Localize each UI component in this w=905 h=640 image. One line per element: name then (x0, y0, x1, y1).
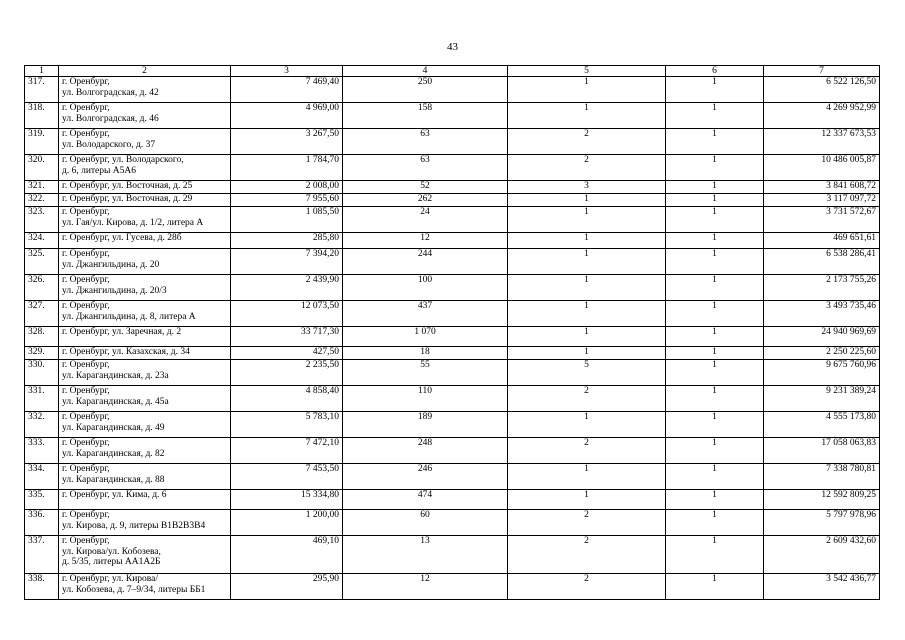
column-6-cell: 1 (666, 574, 764, 600)
area-cell: 2 235,50 (231, 360, 343, 386)
column-4-cell: 244 (343, 249, 508, 275)
address-line: г. Оренбург, (62, 77, 110, 87)
column-header: 3 (231, 66, 343, 77)
table-row (25, 249, 880, 275)
address-cell (59, 77, 231, 103)
column-4-cell: 12 (343, 233, 508, 249)
address-cell (59, 207, 231, 233)
table-row (25, 490, 880, 510)
row-number-cell: 332. (25, 412, 59, 438)
row-number-cell: 337. (25, 536, 59, 574)
address-line: ул. Джангильдина, д. 20/3 (62, 285, 167, 296)
table-row (25, 574, 880, 600)
column-5-cell: 2 (508, 155, 666, 181)
address-line: ул. Карагандинская, д. 49 (62, 422, 165, 433)
column-4-cell: 250 (343, 77, 508, 103)
cost-cell: 12 337 673,53 (764, 129, 880, 155)
column-header: 4 (343, 66, 508, 77)
cost-cell: 6 538 286,41 (764, 249, 880, 275)
area-cell: 285,80 (231, 233, 343, 249)
column-6-cell: 1 (666, 207, 764, 233)
table-row (25, 207, 880, 233)
address-cell (59, 490, 231, 510)
row-number-cell: 319. (25, 129, 59, 155)
row-number-cell: 324. (25, 233, 59, 249)
column-6-cell: 1 (666, 347, 764, 360)
table-row (25, 412, 880, 438)
registry-table (24, 65, 880, 600)
column-5-cell: 1 (508, 233, 666, 249)
row-number-cell: 330. (25, 360, 59, 386)
column-5-cell: 1 (508, 249, 666, 275)
column-4-cell: 246 (343, 464, 508, 490)
column-5-cell: 1 (508, 327, 666, 347)
column-5-cell: 1 (508, 347, 666, 360)
cost-cell: 2 250 225,60 (764, 347, 880, 360)
address-line: ул. Кирова/ул. Кобозева, (62, 546, 161, 557)
row-number-cell: 317. (25, 77, 59, 103)
area-cell: 7 469,40 (231, 77, 343, 103)
row-number-cell: 329. (25, 347, 59, 360)
address-line: г. Оренбург, ул. Восточная, д. 29 (62, 194, 193, 204)
cost-cell: 4 269 952,99 (764, 103, 880, 129)
column-6-cell: 1 (666, 155, 764, 181)
column-5-cell: 1 (508, 301, 666, 327)
row-number-cell: 335. (25, 490, 59, 510)
column-5-cell: 2 (508, 129, 666, 155)
row-number-cell: 318. (25, 103, 59, 129)
column-5-cell: 1 (508, 464, 666, 490)
column-4-cell: 13 (343, 536, 508, 574)
address-line: г. Оренбург, ул. Кима, д. 6 (62, 490, 167, 500)
column-4-cell: 474 (343, 490, 508, 510)
row-number-cell: 338. (25, 574, 59, 600)
column-4-cell: 437 (343, 301, 508, 327)
address-line: ул. Кирова, д. 9, литеры В1В2В3В4 (62, 520, 206, 531)
cost-cell: 9 675 760,96 (764, 360, 880, 386)
address-cell (59, 360, 231, 386)
address-line: ул. Джангильдина, д. 8, литера А (62, 311, 196, 322)
column-6-cell: 1 (666, 536, 764, 574)
column-6-cell: 1 (666, 438, 764, 464)
cost-cell: 3 117 097,72 (764, 194, 880, 207)
cost-cell: 24 940 969,69 (764, 327, 880, 347)
column-header: 7 (764, 66, 880, 77)
column-6-cell: 1 (666, 327, 764, 347)
address-line: г. Оренбург, (62, 412, 110, 422)
table-row (25, 438, 880, 464)
area-cell: 2 008,00 (231, 181, 343, 194)
column-5-cell: 1 (508, 275, 666, 301)
column-5-cell: 1 (508, 490, 666, 510)
row-number-cell: 326. (25, 275, 59, 301)
area-cell: 12 073,50 (231, 301, 343, 327)
area-cell: 5 783,10 (231, 412, 343, 438)
address-cell (59, 103, 231, 129)
row-number-cell: 325. (25, 249, 59, 275)
column-6-cell: 1 (666, 386, 764, 412)
address-line: г. Оренбург, ул. Володарского, (62, 155, 184, 165)
area-cell: 1 200,00 (231, 510, 343, 536)
column-6-cell: 1 (666, 233, 764, 249)
address-line: г. Оренбург, (62, 103, 110, 113)
address-line: г. Оренбург, (62, 464, 110, 474)
row-number-cell: 331. (25, 386, 59, 412)
column-5-cell: 2 (508, 574, 666, 600)
column-4-cell: 55 (343, 360, 508, 386)
column-4-cell: 1 070 (343, 327, 508, 347)
area-cell: 7 955,60 (231, 194, 343, 207)
column-5-cell: 1 (508, 77, 666, 103)
column-4-cell: 63 (343, 129, 508, 155)
table-row (25, 129, 880, 155)
address-line: г. Оренбург, (62, 207, 110, 217)
column-4-cell: 110 (343, 386, 508, 412)
column-5-cell: 1 (508, 412, 666, 438)
table-row (25, 347, 880, 360)
column-4-cell: 158 (343, 103, 508, 129)
table-row (25, 536, 880, 574)
address-cell (59, 194, 231, 207)
column-4-cell: 12 (343, 574, 508, 600)
cost-cell: 7 338 780,81 (764, 464, 880, 490)
column-6-cell: 1 (666, 77, 764, 103)
column-4-cell: 18 (343, 347, 508, 360)
address-cell (59, 275, 231, 301)
column-5-cell: 2 (508, 510, 666, 536)
address-line: ул. Волгоградская, д. 42 (62, 87, 159, 98)
area-cell: 4 858,40 (231, 386, 343, 412)
cost-cell: 3 542 436,77 (764, 574, 880, 600)
address-cell (59, 464, 231, 490)
cost-cell: 4 555 173,80 (764, 412, 880, 438)
row-number-cell: 327. (25, 301, 59, 327)
column-5-cell: 1 (508, 207, 666, 233)
column-4-cell: 189 (343, 412, 508, 438)
column-5-cell: 3 (508, 181, 666, 194)
address-line: г. Оренбург, (62, 275, 110, 285)
area-cell: 1 085,50 (231, 207, 343, 233)
cost-cell: 3 841 608,72 (764, 181, 880, 194)
column-6-cell: 1 (666, 181, 764, 194)
column-6-cell: 1 (666, 301, 764, 327)
area-cell: 7 472,10 (231, 438, 343, 464)
area-cell: 4 969,00 (231, 103, 343, 129)
column-6-cell: 1 (666, 129, 764, 155)
address-line: г. Оренбург, (62, 129, 110, 139)
area-cell: 295,90 (231, 574, 343, 600)
column-6-cell: 1 (666, 464, 764, 490)
address-cell (59, 536, 231, 574)
row-number-cell: 334. (25, 464, 59, 490)
row-number-cell: 323. (25, 207, 59, 233)
address-line: ул. Карагандинская, д. 82 (62, 448, 165, 459)
address-cell (59, 129, 231, 155)
address-line: г. Оренбург, (62, 510, 110, 520)
address-line: г. Оренбург, ул. Заречная, д. 2 (62, 327, 182, 337)
table-row (25, 155, 880, 181)
cost-cell: 12 592 809,25 (764, 490, 880, 510)
column-6-cell: 1 (666, 490, 764, 510)
address-line: г. Оренбург, ул. Кирова/ (62, 574, 158, 584)
table-row (25, 327, 880, 347)
table-row (25, 360, 880, 386)
cost-cell: 469 651,61 (764, 233, 880, 249)
cost-cell: 5 797 978,96 (764, 510, 880, 536)
area-cell: 2 439,90 (231, 275, 343, 301)
address-cell (59, 347, 231, 360)
column-6-cell: 1 (666, 275, 764, 301)
row-number-cell: 321. (25, 181, 59, 194)
cost-cell: 9 231 389,24 (764, 386, 880, 412)
column-6-cell: 1 (666, 249, 764, 275)
column-6-cell: 1 (666, 412, 764, 438)
column-5-cell: 1 (508, 103, 666, 129)
address-cell (59, 386, 231, 412)
table-row (25, 181, 880, 194)
area-cell: 469,10 (231, 536, 343, 574)
cost-cell: 2 173 755,26 (764, 275, 880, 301)
address-line: ул. Карагандинская, д. 88 (62, 474, 165, 485)
table-row (25, 77, 880, 103)
column-header: 5 (508, 66, 666, 77)
column-4-cell: 63 (343, 155, 508, 181)
address-line: д. 5/35, литеры АА1А2Б (62, 557, 161, 567)
address-cell (59, 249, 231, 275)
table-row (25, 194, 880, 207)
address-cell (59, 412, 231, 438)
row-number-cell: 322. (25, 194, 59, 207)
address-line: г. Оренбург, (62, 301, 110, 311)
column-4-cell: 262 (343, 194, 508, 207)
column-5-cell: 2 (508, 438, 666, 464)
area-cell: 7 453,50 (231, 464, 343, 490)
row-number-cell: 336. (25, 510, 59, 536)
cost-cell: 3 731 572,67 (764, 207, 880, 233)
column-5-cell: 2 (508, 536, 666, 574)
address-cell (59, 438, 231, 464)
table-row (25, 510, 880, 536)
column-header: 1 (25, 66, 59, 77)
address-cell (59, 301, 231, 327)
table-row (25, 386, 880, 412)
table-row (25, 301, 880, 327)
column-header: 6 (666, 66, 764, 77)
table-row (25, 103, 880, 129)
row-number-cell: 333. (25, 438, 59, 464)
address-line: ул. Карагандинская, д. 23а (62, 370, 169, 381)
row-number-cell: 320. (25, 155, 59, 181)
address-line: г. Оренбург, ул. Гусева, д. 28б (62, 233, 182, 243)
area-cell: 7 394,20 (231, 249, 343, 275)
column-6-cell: 1 (666, 194, 764, 207)
cost-cell: 2 609 432,60 (764, 536, 880, 574)
address-line: г. Оренбург, ул. Казахская, д. 34 (62, 347, 190, 357)
area-cell: 33 717,30 (231, 327, 343, 347)
address-line: ул. Гая/ул. Кирова, д. 1/2, литера А (62, 217, 204, 228)
address-cell (59, 155, 231, 181)
column-5-cell: 5 (508, 360, 666, 386)
address-cell (59, 233, 231, 249)
area-cell: 15 334,80 (231, 490, 343, 510)
table-body (25, 77, 880, 600)
address-cell (59, 181, 231, 194)
page-number: 43 (447, 41, 458, 53)
cost-cell: 3 493 735,46 (764, 301, 880, 327)
column-4-cell: 248 (343, 438, 508, 464)
area-cell: 1 784,70 (231, 155, 343, 181)
column-4-cell: 52 (343, 181, 508, 194)
table-row (25, 464, 880, 490)
address-line: г. Оренбург, (62, 438, 110, 448)
area-cell: 3 267,50 (231, 129, 343, 155)
address-cell (59, 510, 231, 536)
table-row (25, 275, 880, 301)
cost-cell: 10 486 005,87 (764, 155, 880, 181)
table-row (25, 233, 880, 249)
address-line: ул. Джангильдина, д. 20 (62, 259, 160, 270)
column-6-cell: 1 (666, 510, 764, 536)
address-line: г. Оренбург, ул. Восточная, д. 25 (62, 181, 193, 191)
column-6-cell: 1 (666, 103, 764, 129)
area-cell: 427,50 (231, 347, 343, 360)
row-number-cell: 328. (25, 327, 59, 347)
column-4-cell: 100 (343, 275, 508, 301)
address-line: ул. Кобозева, д. 7–9/34, литеры ББ1 (62, 584, 206, 595)
address-cell (59, 574, 231, 600)
column-header: 2 (59, 66, 231, 77)
address-line: д. 6, литеры А5А6 (62, 165, 137, 176)
column-6-cell: 1 (666, 360, 764, 386)
column-4-cell: 60 (343, 510, 508, 536)
address-line: ул. Карагандинская, д. 45а (62, 396, 169, 407)
address-line: г. Оренбург, (62, 249, 110, 259)
address-line: ул. Володарского, д. 37 (62, 139, 156, 150)
header-row (25, 66, 880, 77)
column-4-cell: 24 (343, 207, 508, 233)
address-line: г. Оренбург, (62, 386, 110, 396)
cost-cell: 17 058 063,83 (764, 438, 880, 464)
address-cell (59, 327, 231, 347)
column-5-cell: 1 (508, 194, 666, 207)
address-line: г. Оренбург, (62, 360, 110, 370)
column-5-cell: 2 (508, 386, 666, 412)
cost-cell: 6 522 126,50 (764, 77, 880, 103)
address-line: г. Оренбург, (62, 536, 110, 546)
address-line: ул. Волгоградская, д. 46 (62, 113, 159, 124)
